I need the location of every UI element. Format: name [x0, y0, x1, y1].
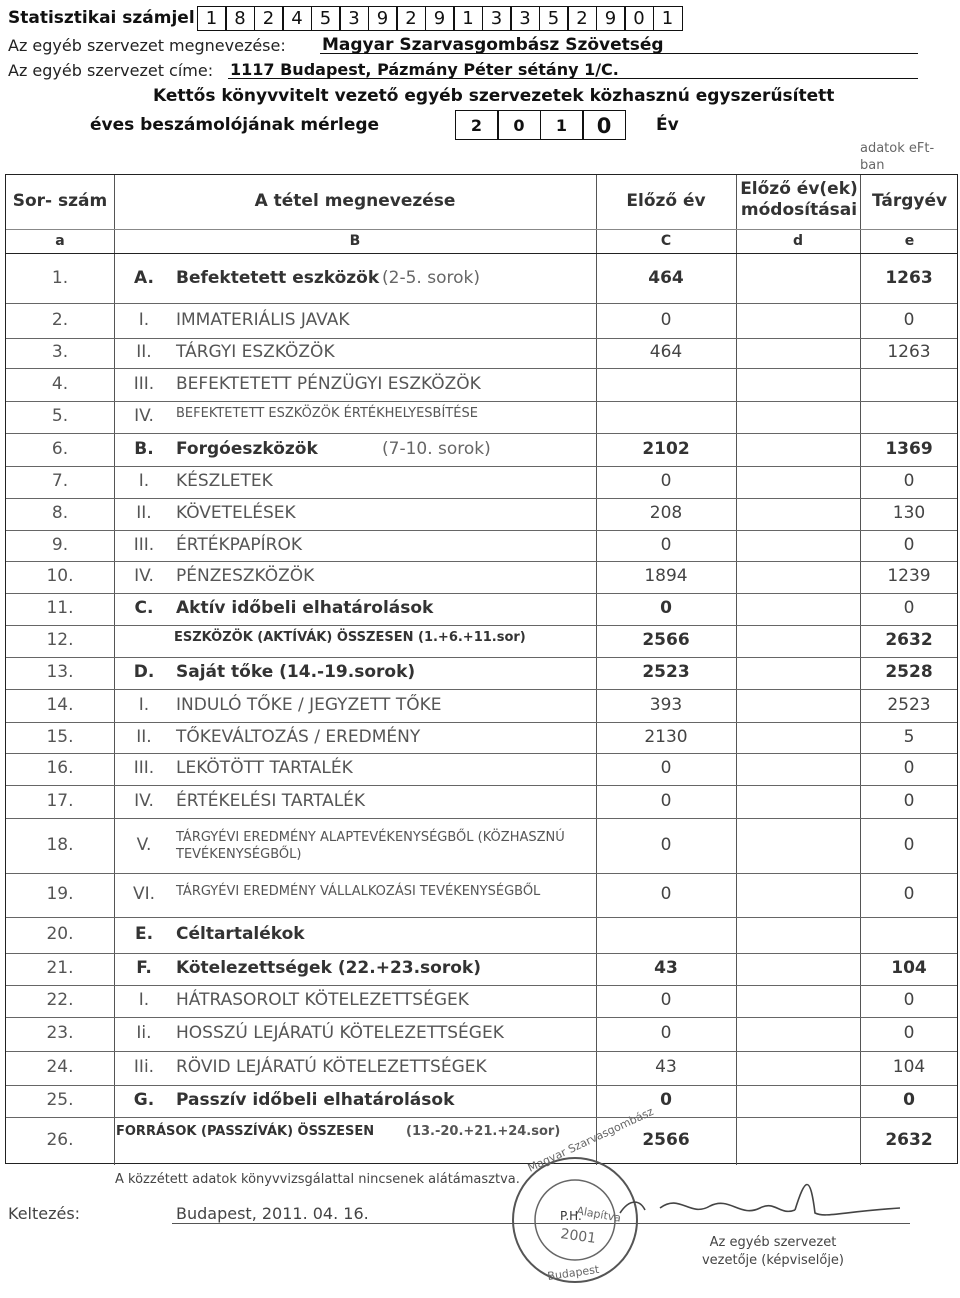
prev-year-value: 0	[660, 534, 672, 555]
row-name: INDULÓ TŐKE / JEGYZETT TŐKE	[176, 694, 442, 715]
row-code: II.	[136, 503, 152, 523]
row-code: I.	[138, 309, 150, 330]
row-note: (2-5. sorok)	[382, 268, 480, 288]
year-suffix: Év	[656, 115, 679, 135]
prev-year-value: 2102	[642, 438, 690, 459]
org-address-label: Az egyéb szervezet címe:	[8, 61, 214, 80]
prev-year-value: 0	[660, 1090, 672, 1110]
current-year-value: 1239	[887, 566, 931, 586]
row-name: Forgóeszközök	[176, 438, 318, 459]
prev-year-value: 393	[649, 694, 683, 715]
stamp-city: Budapest	[546, 1262, 600, 1283]
row-number: 5.	[51, 406, 69, 426]
col-letter-b: B	[349, 233, 361, 249]
row-note-wrap	[382, 268, 582, 288]
row-number: 8.	[51, 503, 69, 523]
row-number: 16.	[46, 758, 74, 778]
prev-year-value: 208	[649, 503, 683, 523]
current-year-value: 0	[903, 990, 915, 1010]
prev-year-value: 0	[660, 990, 672, 1010]
stat-digit: 2	[396, 6, 426, 31]
row-name: BEFEKTETETT PÉNZÜGYI ESZKÖZÖK	[176, 373, 481, 394]
stat-digit: 5	[539, 6, 569, 31]
row-code: III.	[133, 758, 155, 778]
prev-year-value: 0	[660, 884, 672, 904]
row-number: 22.	[46, 990, 74, 1010]
table-row	[6, 338, 957, 368]
table-row	[6, 368, 957, 401]
table-row	[6, 657, 957, 689]
stat-digit: 5	[311, 6, 341, 31]
prev-year-value: 0	[660, 790, 672, 811]
year-boxes	[456, 110, 626, 140]
row-name: BEFEKTETETT ESZKÖZÖK ÉRTÉKHELYESBÍTÉSE	[176, 406, 478, 421]
table-row	[6, 1017, 957, 1051]
col-letter-a: a	[55, 233, 65, 249]
current-year-value: 5	[903, 726, 915, 747]
row-code: G.	[133, 1090, 155, 1110]
row-code: B.	[134, 438, 154, 459]
year-digit: 1	[540, 110, 584, 140]
row-code: I.	[138, 471, 150, 491]
row-name: Saját tőke (14.-19.sorok)	[176, 662, 416, 682]
stat-digit: 0	[624, 6, 654, 31]
row-name: HÁTRASOROLT KÖTELEZETTSÉGEK	[176, 990, 469, 1010]
stat-number-boxes	[198, 6, 683, 31]
stamp-text: Magyar Szarvasgombász	[525, 1104, 656, 1175]
table-row	[6, 498, 957, 530]
col-letter-c: C	[660, 233, 672, 249]
row-number: 17.	[46, 790, 74, 811]
row-name: Aktív időbeli elhatárolások	[176, 598, 434, 618]
row-number: 10.	[46, 566, 74, 586]
current-year-value: 1263	[885, 268, 933, 288]
prev-year-value: 0	[660, 834, 672, 855]
row-code: A.	[134, 268, 154, 288]
row-number: 26.	[46, 1130, 74, 1150]
table-row	[6, 722, 957, 753]
date-value: Budapest, 2011. 04. 16.	[176, 1204, 369, 1223]
col-letter-e: e	[904, 233, 915, 249]
table-row	[6, 985, 957, 1017]
org-name: Magyar Szarvasgombász Szövetség	[322, 35, 664, 55]
prev-year-value: 0	[660, 309, 672, 330]
table-row	[6, 689, 957, 722]
stat-digit: 9	[596, 6, 626, 31]
row-name: ÉRTÉKELÉSI TARTALÉK	[176, 790, 366, 811]
table-row	[6, 433, 957, 466]
balance-sheet-table	[5, 174, 958, 1164]
row-number: 14.	[46, 694, 74, 715]
row-number: 13.	[46, 662, 74, 682]
col-header-prev: Előző év	[626, 191, 706, 211]
row-name: HOSSZÚ LEJÁRATÚ KÖTELEZETTSÉGEK	[176, 1023, 504, 1043]
stat-digit: 1	[453, 6, 483, 31]
col-header-mod: Előző év(ek) módosításai	[740, 179, 858, 220]
col-letter-d: d	[792, 233, 804, 249]
table-row	[6, 785, 957, 818]
row-number: 11.	[46, 598, 74, 618]
row-name: Passzív időbeli elhatárolások	[176, 1090, 455, 1110]
current-year-value: 130	[892, 503, 926, 523]
year-digit: 0	[497, 110, 541, 140]
signature-label: Az egyéb szervezet vezetője (képviselője)	[701, 1235, 845, 1268]
row-name: IMMATERIÁLIS JAVAK	[176, 309, 350, 330]
stat-digit: 9	[368, 6, 398, 31]
current-year-value: 0	[903, 790, 915, 811]
row-name: RÖVID LEJÁRATÚ KÖTELEZETTSÉGEK	[176, 1057, 487, 1077]
row-name: ESZKÖZÖK (AKTÍVÁK) ÖSSZESEN (1.+6.+11.sor)	[174, 630, 526, 645]
row-number: 6.	[51, 438, 69, 459]
row-code: C.	[134, 598, 154, 618]
row-code: III.	[133, 373, 155, 394]
row-code: I.	[138, 694, 150, 715]
stat-number-label: Statisztikai számjel	[8, 8, 195, 28]
row-number: 4.	[51, 373, 69, 394]
stat-digit: 3	[510, 6, 540, 31]
row-name: PÉNZESZKÖZÖK	[176, 566, 315, 586]
row-note-wrap	[382, 439, 582, 459]
row-code: IIi.	[133, 1057, 155, 1077]
row-note: (7-10. sorok)	[382, 438, 491, 459]
table-row	[6, 753, 957, 785]
row-code: Ii.	[136, 1023, 152, 1043]
stat-digit: 3	[339, 6, 369, 31]
current-year-value: 0	[903, 884, 915, 904]
row-name: Kötelezettségek (22.+23.sorok)	[176, 958, 481, 978]
row-name: Céltartalékok	[176, 924, 305, 944]
row-number: 7.	[51, 471, 69, 491]
row-number: 23.	[46, 1023, 74, 1043]
row-number: 24.	[46, 1057, 74, 1077]
row-name: KÉSZLETEK	[176, 471, 273, 491]
row-number: 25.	[46, 1090, 74, 1110]
row-number: 3.	[51, 342, 69, 362]
row-name: TÁRGYÉVI EREDMÉNY VÁLLALKOZÁSI TEVÉKENYSÉGBŐL	[176, 884, 541, 899]
prev-year-value: 0	[660, 758, 672, 778]
row-number: 15.	[46, 726, 74, 747]
current-year-value: 0	[903, 758, 915, 778]
current-year-value: 0	[903, 471, 915, 491]
table-row	[6, 1117, 957, 1165]
row-code: IV.	[134, 790, 154, 811]
row-name: Befektetett eszközök	[176, 268, 380, 288]
stat-digit: 2	[567, 6, 597, 31]
current-year-value: 0	[903, 1090, 915, 1110]
prev-year-value: 464	[649, 342, 683, 362]
prev-year-value: 0	[660, 471, 672, 491]
row-name: TÁRGYÉVI EREDMÉNY ALAPTEVÉKENYSÉGBŐL (KÖZHASZNÚ TEVÉKENYSÉGBŐL)	[176, 829, 565, 862]
stamp-year: 2001	[559, 1226, 597, 1247]
current-year-value: 0	[903, 534, 915, 555]
table-row	[6, 593, 957, 625]
org-address: 1117 Budapest, Pázmány Péter sétány 1/C.	[230, 60, 619, 79]
row-number: 19.	[46, 884, 74, 904]
table-row	[6, 530, 957, 561]
row-name: TŐKEVÁLTOZÁS / EREDMÉNY	[176, 726, 421, 747]
table-row	[6, 625, 957, 657]
table-row	[6, 917, 957, 953]
table-row	[6, 466, 957, 498]
current-year-value: 2632	[885, 630, 933, 650]
stat-digit: 9	[425, 6, 455, 31]
handwritten-signature	[600, 1168, 920, 1238]
row-name: LEKÖTÖTT TARTALÉK	[176, 758, 353, 778]
prev-year-value: 1894	[644, 566, 688, 586]
prev-year-value: 2130	[644, 726, 688, 747]
table-row	[6, 255, 957, 303]
table-row	[6, 1051, 957, 1085]
current-year-value: 1263	[887, 342, 931, 362]
col-header-num: Sor- szám	[12, 191, 108, 211]
report-title-line2: éves beszámolójának mérlege	[90, 115, 380, 135]
current-year-value: 2523	[887, 694, 931, 715]
current-year-value: 1369	[885, 438, 933, 459]
prev-year-value: 43	[654, 958, 678, 978]
prev-year-value: 0	[660, 1023, 672, 1043]
row-name: FORRÁSOK (PASSZÍVÁK) ÖSSZESEN	[116, 1124, 375, 1139]
table-row	[6, 953, 957, 985]
row-code: II.	[136, 726, 152, 747]
table-row	[6, 818, 957, 873]
stat-digit: 1	[197, 6, 227, 31]
col-header-name: A tétel megnevezése	[254, 191, 456, 211]
stat-digit: 4	[282, 6, 312, 31]
stamp-word: Alapítva	[575, 1204, 622, 1225]
stat-digit: 3	[482, 6, 512, 31]
row-code: D.	[133, 662, 155, 682]
row-code: VI.	[132, 884, 156, 904]
row-code: F.	[136, 958, 152, 978]
prev-year-value: 2523	[642, 662, 690, 682]
current-year-value: 104	[891, 958, 927, 978]
row-name: KÖVETELÉSEK	[176, 503, 296, 523]
row-number: 18.	[46, 834, 74, 855]
col-header-cur: Tárgyév	[871, 191, 948, 211]
org-name-label: Az egyéb szervezet megnevezése:	[8, 36, 286, 55]
table-row	[6, 1085, 957, 1117]
unit-label: adatok eFt-ban	[860, 141, 935, 173]
current-year-value: 104	[892, 1057, 926, 1077]
table-row	[6, 401, 957, 433]
row-number: 2.	[51, 309, 69, 330]
prev-year-value: 2566	[642, 630, 690, 650]
current-year-value: 2528	[885, 662, 933, 682]
prev-year-value: 2566	[642, 1130, 690, 1150]
row-code: E.	[134, 924, 154, 944]
stamp-ph: P.H.	[560, 1209, 582, 1223]
row-code: II.	[136, 342, 152, 362]
stat-digit: 1	[653, 6, 683, 31]
row-code: IV.	[134, 566, 154, 586]
stat-digit: 8	[225, 6, 255, 31]
prev-year-value: 0	[660, 598, 672, 618]
current-year-value: 0	[903, 598, 915, 618]
row-code: I.	[138, 990, 150, 1010]
row-number: 12.	[46, 630, 74, 650]
prev-year-value: 464	[648, 268, 684, 288]
row-name: ÉRTÉKPAPÍROK	[176, 534, 302, 555]
audit-note: A közzétett adatok könyvvizsgálattal nincsenek alátámasztva.	[115, 1172, 520, 1187]
year-digit: 2	[455, 110, 499, 140]
row-name: TÁRGYI ESZKÖZÖK	[176, 342, 335, 362]
date-label: Keltezés:	[8, 1204, 81, 1223]
prev-year-value: 43	[655, 1057, 677, 1077]
row-number: 21.	[46, 958, 74, 978]
row-number: 1.	[51, 268, 69, 288]
table-row	[6, 303, 957, 338]
current-year-value: 2632	[885, 1130, 933, 1150]
report-title-line1: Kettős könyvvitelt vezető egyéb szervezetek közhasznú egyszerűsített	[153, 86, 835, 106]
table-row	[6, 873, 957, 917]
row-note: (13.-20.+21.+24.sor)	[406, 1124, 561, 1139]
table-row	[6, 561, 957, 593]
stat-digit: 2	[254, 6, 284, 31]
row-number: 20.	[46, 924, 74, 944]
current-year-value: 0	[903, 1023, 915, 1043]
current-year-value: 0	[903, 834, 915, 855]
current-year-value: 0	[903, 309, 915, 330]
row-code: V.	[136, 834, 152, 855]
row-code: IV.	[134, 406, 154, 426]
row-number: 9.	[51, 534, 69, 555]
year-digit: 0	[582, 110, 626, 140]
row-code: III.	[133, 534, 155, 555]
